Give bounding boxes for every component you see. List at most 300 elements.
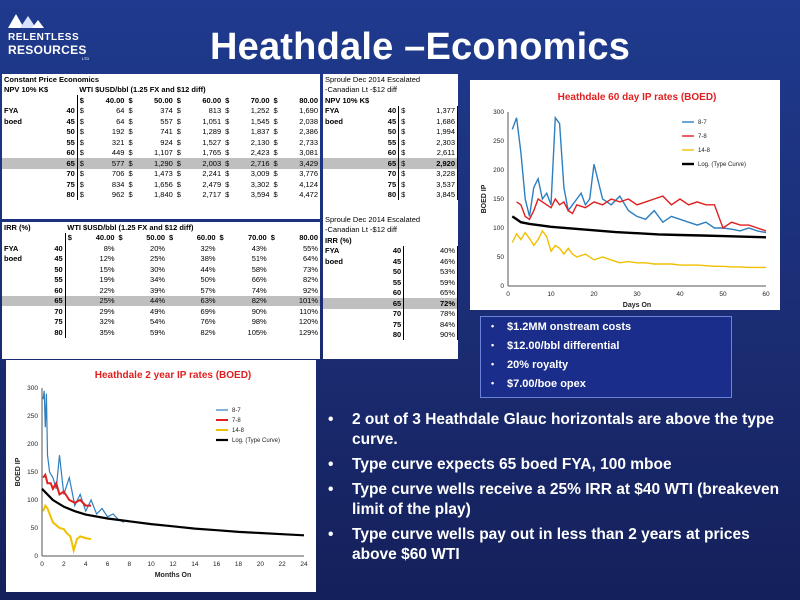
price-header: 80.00: [299, 233, 318, 243]
value-cell: 110%: [299, 306, 318, 316]
row-label: [2, 306, 38, 317]
table-row: [2, 296, 320, 307]
value-cell: 1,837: [250, 127, 270, 137]
currency-symbol: $: [399, 158, 415, 169]
currency-symbol: $: [128, 95, 133, 105]
table-cell: [218, 243, 231, 254]
value-cell: 1,994: [415, 127, 458, 138]
currency-symbol: $: [77, 158, 91, 169]
row-label: [2, 285, 38, 296]
currency-symbol: $: [399, 116, 415, 127]
table-row: [2, 148, 320, 159]
table-cell: [218, 296, 231, 307]
value-cell: 2,611: [415, 148, 458, 159]
value-cell: 2,920: [415, 158, 458, 169]
table-cell: [44, 233, 65, 244]
value-cell: 38%: [200, 254, 216, 264]
series-line-0: [512, 118, 766, 233]
table-cell: [65, 243, 79, 254]
table-row: [2, 243, 320, 254]
table-row: [323, 169, 458, 180]
key-points: [322, 410, 792, 570]
rate-cell: 40: [375, 106, 399, 117]
currency-symbol: $: [399, 190, 415, 201]
price-header: 70.00: [250, 95, 270, 105]
value-cell: 2,716: [236, 158, 272, 169]
row-label: [323, 277, 375, 288]
value-cell: 834: [111, 179, 125, 189]
table-row: [323, 85, 458, 96]
row-label: [2, 190, 45, 201]
value-cell: 4,124: [299, 179, 318, 189]
table-row: [2, 327, 320, 338]
value-cell: 557: [160, 116, 173, 126]
key-point: • Type curve wells receive a 25% IRR at $40 WTI (breakeven limit of the play): [322, 480, 792, 520]
x-axis-label: Days On: [622, 302, 652, 309]
currency-symbol: $: [273, 127, 278, 137]
currency-symbol: $: [273, 169, 278, 179]
table-header-row: [2, 95, 320, 106]
x-tick-label: 4: [83, 561, 88, 568]
npv-sproule-table: [323, 74, 458, 200]
table-cell: [269, 306, 282, 317]
x-tick-label: 16: [213, 561, 221, 568]
value-cell: 741: [160, 127, 173, 137]
y-tick-label: 300: [493, 109, 504, 116]
legend-label: 8-7: [698, 120, 707, 126]
currency-symbol: $: [128, 137, 133, 147]
table-cell: [167, 264, 180, 275]
currency-symbol: $: [273, 190, 278, 200]
currency-symbol: $: [223, 158, 236, 169]
series-line-3: [512, 216, 766, 237]
value-cell: 49%: [150, 306, 166, 316]
table-cell: [117, 327, 130, 338]
currency-symbol: $: [79, 95, 84, 105]
x-tick-label: 50: [719, 291, 727, 298]
table-cell: [45, 127, 53, 138]
row-label: [323, 309, 375, 320]
table-row: [323, 288, 458, 299]
currency-symbol: $: [399, 106, 415, 117]
table-row: [2, 264, 320, 275]
irr-sproule-table: [323, 214, 458, 340]
table-row: [323, 106, 458, 117]
row-label: [2, 169, 45, 180]
table-row: [2, 179, 320, 190]
currency-symbol: $: [79, 148, 84, 158]
currency-symbol: $: [273, 95, 278, 105]
currency-symbol: $: [79, 179, 84, 189]
table-row: [323, 127, 458, 138]
value-cell: 321: [111, 137, 125, 147]
y-tick-label: 50: [30, 525, 38, 532]
price-header: 50.00: [154, 95, 173, 105]
value-cell: 54%: [150, 317, 166, 327]
rate-cell: 70: [375, 169, 399, 180]
value-cell: 2,717: [202, 190, 222, 200]
currency-symbol: $: [176, 137, 181, 147]
value-cell: 1,690: [299, 106, 318, 116]
currency-symbol: [404, 319, 414, 330]
currency-symbol: $: [225, 106, 230, 116]
value-cell: 105%: [247, 327, 267, 337]
value-cell: 1,765: [202, 148, 222, 158]
value-cell: 34%: [150, 275, 166, 285]
table-cell: [167, 275, 180, 286]
value-cell: 101%: [282, 296, 320, 307]
chart-60-day-panel: [470, 80, 780, 310]
price-header: 50.00: [146, 233, 166, 243]
currency-symbol: $: [225, 148, 230, 158]
value-cell: 66%: [251, 275, 267, 285]
table-caption: NPV 10% K$: [4, 85, 49, 95]
price-header: 60.00: [202, 95, 222, 105]
value-cell: 449: [111, 148, 125, 158]
price-header: 40.00: [105, 95, 125, 105]
table-cell: [117, 296, 130, 307]
rate-cell: 75: [44, 317, 65, 328]
table-row: [2, 85, 320, 96]
assumption-item: • $12.00/bbl differential: [481, 340, 731, 359]
value-cell: 32%: [200, 243, 216, 253]
currency-symbol: [404, 330, 414, 341]
value-cell: 1,252: [250, 106, 270, 116]
currency-symbol: $: [128, 179, 133, 189]
currency-symbol: $: [176, 179, 181, 189]
rate-cell: 60: [52, 148, 77, 159]
rate-cell: 55: [44, 275, 65, 286]
value-cell: 59%: [414, 277, 458, 288]
currency-symbol: $: [225, 169, 230, 179]
value-cell: 32%: [99, 317, 115, 327]
x-tick-label: 60: [762, 291, 770, 298]
currency-symbol: $: [219, 233, 224, 243]
table-row: [2, 190, 320, 201]
currency-symbol: $: [176, 95, 181, 105]
table-row: [323, 246, 458, 257]
row-label: [2, 296, 38, 307]
table-cell: [269, 243, 282, 254]
table-caption: IRR (%): [325, 235, 352, 245]
table-cell: [45, 158, 53, 169]
value-cell: 19%: [99, 275, 115, 285]
rate-cell: 75: [375, 319, 404, 330]
value-cell: 3,429: [284, 158, 320, 169]
rate-cell: 80: [375, 190, 399, 201]
row-label: [323, 267, 375, 278]
x-tick-label: 6: [105, 561, 110, 568]
table-cell: [269, 275, 282, 286]
value-cell: 1,545: [250, 116, 270, 126]
row-label: [323, 137, 375, 148]
table-cell: [45, 179, 53, 190]
chart-2-year-panel: [6, 360, 316, 592]
y-axis-label: BOED IP: [481, 184, 488, 214]
rate-cell: 45: [375, 256, 404, 267]
rate-cell: 45: [375, 116, 399, 127]
table-row: [323, 74, 458, 85]
table-cell: [117, 243, 130, 254]
currency-symbol: $: [128, 148, 133, 158]
npv-sproule-panel: [323, 74, 458, 219]
table-row: [323, 256, 458, 267]
currency-symbol: $: [270, 233, 275, 243]
currency-symbol: $: [67, 233, 72, 243]
row-label: boed: [4, 254, 22, 264]
rate-cell: 70: [52, 169, 77, 180]
value-cell: 2,130: [250, 137, 270, 147]
value-cell: 44%: [200, 264, 216, 274]
price-header: 60.00: [196, 233, 216, 243]
value-cell: 15%: [99, 264, 115, 274]
table-row: [2, 116, 320, 127]
legend-label: 7-8: [698, 134, 707, 140]
value-cell: 1,289: [202, 127, 222, 137]
x-tick-label: 30: [633, 291, 641, 298]
currency-symbol: $: [128, 106, 133, 116]
rate-cell: 55: [52, 137, 77, 148]
currency-symbol: $: [128, 190, 133, 200]
table-row: [2, 275, 320, 286]
row-label: FYA: [4, 243, 19, 253]
y-tick-label: 250: [27, 413, 38, 420]
y-tick-label: 250: [493, 138, 504, 145]
value-cell: 3,302: [250, 179, 270, 189]
currency-symbol: $: [128, 116, 133, 126]
table-row: [2, 74, 320, 85]
currency-symbol: $: [225, 137, 230, 147]
y-tick-label: 200: [27, 441, 38, 448]
y-tick-label: 150: [493, 196, 504, 203]
currency-symbol: $: [176, 116, 181, 126]
row-label: [323, 179, 375, 190]
series-line-3: [42, 489, 304, 536]
value-cell: 98%: [251, 317, 267, 327]
rate-cell: 80: [52, 190, 77, 201]
currency-symbol: $: [272, 158, 285, 169]
table-row: [2, 285, 320, 296]
value-cell: 44%: [130, 296, 167, 307]
value-cell: 2,423: [250, 148, 270, 158]
table-cell: [218, 254, 231, 265]
value-cell: 2,241: [202, 169, 222, 179]
value-cell: 30%: [150, 264, 166, 274]
table-cell: [167, 285, 180, 296]
value-cell: 3,845: [415, 190, 458, 201]
row-label: [2, 264, 38, 275]
currency-symbol: $: [225, 127, 230, 137]
table-cell: [117, 285, 130, 296]
table-cell: [117, 306, 130, 317]
value-cell: 20%: [150, 243, 166, 253]
value-cell: 55%: [302, 243, 318, 253]
table-cell: [65, 285, 79, 296]
table-cell: [269, 254, 282, 265]
table-cell: [167, 327, 180, 338]
table-row: [2, 222, 320, 233]
table-cell: [117, 317, 130, 328]
price-header: 80.00: [299, 95, 318, 105]
row-label: boed: [325, 256, 343, 266]
value-cell: 84%: [414, 319, 458, 330]
table-caption: Constant Price Economics: [4, 74, 100, 84]
currency-symbol: $: [273, 148, 278, 158]
table-cell: [45, 190, 53, 201]
assumption-item: • $1.2MM onstream costs: [481, 321, 731, 340]
table-cell: [269, 327, 282, 338]
table-cell: [167, 317, 180, 328]
table-cell: [45, 169, 53, 180]
value-cell: 577: [91, 158, 127, 169]
rate-cell: 60: [44, 285, 65, 296]
table-row: [323, 95, 458, 106]
value-cell: 12%: [99, 254, 115, 264]
logo-mark-icon: [6, 12, 46, 30]
table-cell: [65, 306, 79, 317]
x-tick-label: 40: [676, 291, 684, 298]
value-cell: 72%: [414, 298, 458, 309]
legend-label: 8-7: [232, 408, 241, 414]
table-cell: [2, 233, 38, 244]
value-cell: 64: [116, 116, 125, 126]
key-point: • 2 out of 3 Heathdale Glauc horizontals are above the type curve.: [322, 410, 792, 450]
table-cell: [65, 296, 79, 307]
currency-symbol: $: [79, 169, 84, 179]
value-cell: 1,656: [154, 179, 173, 189]
currency-symbol: $: [273, 106, 278, 116]
value-cell: 4,472: [299, 190, 318, 200]
value-cell: 2,003: [188, 158, 224, 169]
value-cell: 78%: [414, 309, 458, 320]
table-cell: [269, 264, 282, 275]
value-cell: 1,473: [154, 169, 173, 179]
price-header: 70.00: [247, 233, 267, 243]
chart-title: Heathdale 60 day IP rates (BOED): [557, 92, 717, 103]
assumption-item: • $7.00/boe opex: [481, 378, 731, 397]
y-tick-label: 150: [27, 469, 38, 476]
currency-symbol: $: [175, 158, 188, 169]
x-tick-label: 20: [590, 291, 598, 298]
currency-symbol: $: [399, 127, 415, 138]
row-label: [2, 148, 45, 159]
value-cell: 50%: [200, 275, 216, 285]
row-label: [2, 179, 45, 190]
table-row: [2, 254, 320, 265]
value-cell: 90%: [414, 330, 458, 341]
table-cell: [218, 327, 231, 338]
rate-cell: 50: [375, 127, 399, 138]
value-cell: 2,479: [202, 179, 222, 189]
chart-60-day-ip: [470, 80, 780, 310]
table-row: [323, 309, 458, 320]
value-cell: 35%: [99, 327, 115, 337]
table-row: [323, 214, 458, 225]
currency-symbol: [404, 267, 414, 278]
x-tick-label: 18: [234, 561, 243, 568]
chart-2-year-ip: [6, 360, 316, 592]
rate-cell: 65: [375, 298, 404, 309]
value-cell: 706: [111, 169, 125, 179]
table-cell: [167, 243, 180, 254]
table-caption: NPV 10% K$: [325, 95, 370, 105]
rate-cell: 65: [375, 158, 399, 169]
currency-symbol: $: [399, 179, 415, 190]
row-label: [2, 317, 38, 328]
currency-symbol: $: [176, 148, 181, 158]
value-cell: 8%: [103, 243, 115, 253]
value-cell: 65%: [414, 288, 458, 299]
y-tick-label: 0: [34, 553, 38, 560]
x-tick-label: 22: [278, 561, 286, 568]
row-label: [323, 288, 375, 299]
table-cell: [167, 296, 180, 307]
x-tick-label: 0: [506, 291, 510, 298]
value-cell: 64: [116, 106, 125, 116]
row-label: [323, 169, 375, 180]
row-label: FYA: [4, 106, 19, 116]
table-cell: [218, 264, 231, 275]
table-cell: [117, 275, 130, 286]
rate-cell: 65: [44, 296, 65, 307]
rate-cell: 40: [375, 246, 404, 257]
row-label: boed: [325, 116, 343, 126]
currency-symbol: $: [225, 179, 230, 189]
value-cell: 82%: [231, 296, 269, 307]
row-label: FYA: [325, 106, 340, 116]
currency-symbol: [404, 246, 414, 257]
currency-symbol: $: [273, 179, 278, 189]
logo-line2: RESOURCES: [8, 43, 87, 57]
key-point: • Type curve wells pay out in less than 2 years at prices above $60 WTI: [322, 525, 792, 565]
value-cell: 63%: [180, 296, 217, 307]
value-cell: 2,303: [415, 137, 458, 148]
currency-symbol: $: [79, 127, 84, 137]
value-cell: 40%: [414, 246, 458, 257]
value-cell: 53%: [414, 267, 458, 278]
rate-cell: 50: [52, 127, 77, 138]
table-caption: IRR (%): [4, 222, 31, 232]
company-logo: [6, 12, 106, 64]
table-row: [323, 319, 458, 330]
row-label: [323, 127, 375, 138]
table-row: [2, 137, 320, 148]
value-cell: 962: [111, 190, 125, 200]
table-row: [323, 277, 458, 288]
table-cell: [117, 254, 130, 265]
table-cell: [218, 285, 231, 296]
y-tick-label: 200: [493, 167, 504, 174]
table-cell: [45, 116, 53, 127]
value-cell: 3,081: [299, 148, 318, 158]
legend-label: 14-8: [698, 148, 711, 154]
x-tick-label: 20: [256, 561, 264, 568]
table-cell: [65, 254, 79, 265]
table-row: [323, 137, 458, 148]
rate-cell: 65: [52, 158, 77, 169]
table-cell: [269, 317, 282, 328]
value-cell: 2,733: [299, 137, 318, 147]
table-cell: [2, 95, 45, 106]
rate-cell: 60: [375, 288, 404, 299]
value-cell: 64%: [302, 254, 318, 264]
value-cell: 29%: [99, 306, 115, 316]
wti-header: WTI $USD/bbl (1.25 FX and $12 diff): [79, 85, 206, 95]
value-cell: 1,107: [154, 148, 173, 158]
npv-table-panel: [2, 74, 320, 219]
currency-symbol: $: [176, 127, 181, 137]
currency-symbol: $: [128, 169, 133, 179]
